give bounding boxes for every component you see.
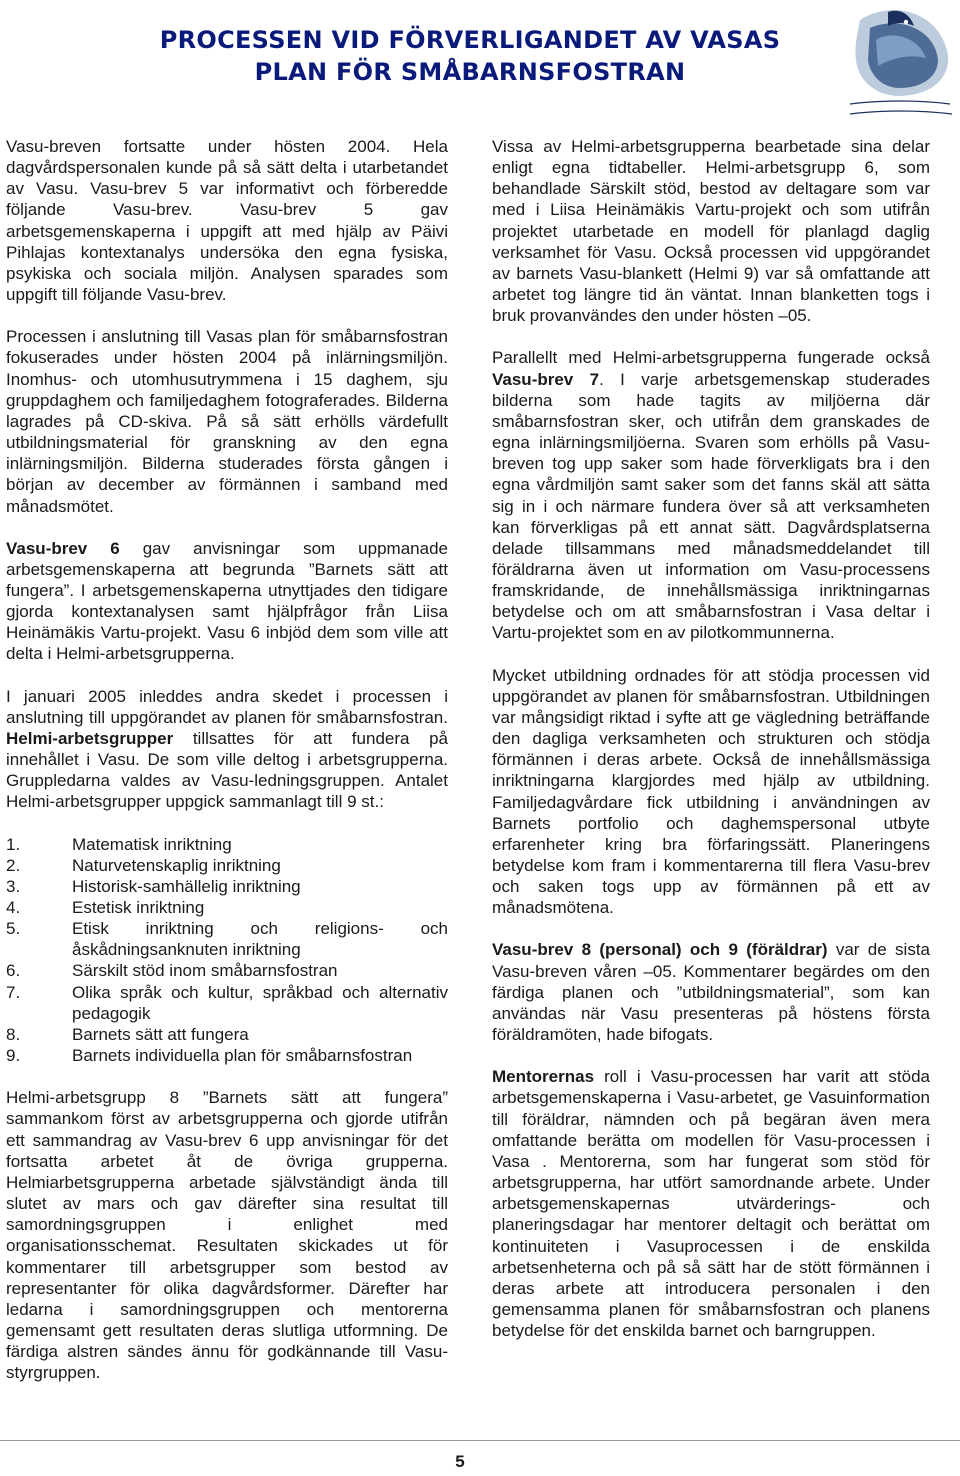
list-item: 5. Etisk inriktning och religions- och åskådningsanknuten inriktning — [6, 919, 448, 960]
bold-term: Vasu-brev 8 (personal) och 9 (föräldrar) — [492, 940, 828, 960]
page-title: PROCESSEN VID FÖRVERLIGANDET AV VASAS PLAN FÖR SMÅBARNSFOSTRAN — [159, 26, 781, 86]
paragraph: Helmi-arbetsgrupp 8 ”Barnets sätt att fungera” sammankom först av arbetsgrupperna och gjorde utifrån ett sammandrag av Vasu-brev 6 upp anvisningar för det fortsatta arbetet åt de övriga grupperna. Helmiarbetsgrupperna arbetade självständigt ända till slutet av mars och gav därefter sina resultat till samordningsgruppen i enlighet med organisationsschemat. Resultaten skickades ut för kommentarer till arbetsgrupper som bestod av representanter för olika dagvårdsformer. Därefter har ledarna i samordningsgruppen och mentorerna gemensamt gett resultaten deras slutliga utformning. De färdiga alstren sändes ännu för godkännande till Vasu-styrgruppen. — [6, 1088, 448, 1383]
list-item: 7. Olika språk och kultur, språkbad och alternativ pedagogik — [6, 982, 448, 1023]
list-item: 6. Särskilt stöd inom småbarnsfostran — [6, 961, 338, 981]
list-item: 9. Barnets individuella plan för småbarnsfostran — [6, 1046, 413, 1066]
paragraph: Vasu-brev 8 (personal) och 9 (föräldrar) var de sista Vasu-breven våren –05. Kommentarer begärdes om den färdiga planen och ”utbildningsmaterial”, som kan användas när Vasu presenteras på höstens första föräldramöten, hade bifogats. — [492, 940, 930, 1045]
bird-logo-icon — [830, 0, 960, 128]
list-item: 3. Historisk-samhällelig inriktning — [6, 876, 301, 896]
paragraph: Processen i anslutning till Vasas plan för småbarnsfostran fokuserades under hösten 2004 på inlärningsmiljön. Inomhus- och utomhusutrymmena i 15 daghem, sju gruppdaghem och familjedaghem fotograferades. Bilderna lagrades på CD-skiva. På så sätt erhölls värdefullt utbildningsmaterial för granskning av den egna inlärningsmiljön. Bilderna studerades första gången i början av december av förmännen i samband med månadsmötet. — [6, 327, 448, 516]
paragraph: Vasu-breven fortsatte under hösten 2004. Hela dagvårdspersonalen kunde på så sätt delta i utarbetandet av Vasu. Vasu-brev 5 var informativt och förberedde följande Vasu-brev. Vasu-brev 5 gav arbetsgemenskaperna i uppgift att med hjälp av Päivi Pihlajas kontextanalys undersöka den egna fysiska, psykiska och sociala miljön. Analysen sparades som uppgift till följande Vasu-brev. — [6, 137, 448, 305]
page-number: 5 — [455, 1452, 465, 1471]
list-item: 1. Matematisk inriktning — [6, 834, 232, 854]
paragraph: Parallellt med Helmi-arbetsgrupperna fungerade också Vasu-brev 7. I varje arbetsgemenskap studerades bilderna som hade tagits av miljöerna där småbarnsfostran sker, och utifrån dem granskades de egna inlärningsmiljöerna. Svaren som erhölls på Vasu-breven tog upp saker som hade förverkligats bra i den egna vårdmiljön samt saker som det fanns skäl att sätta sig in i och närmare fundera över så att verksamheten kan förverkligas på ett annat sätt. Dagvårdsplatserna delade tillsammans med månadsmeddelandet till föräldrarna även ut information om Vasu-processens framskridande, de innehållsmässiga inriktningarnas betydelse och om att småbarnsfostran i Vasa deltar i Vartu-projektet som en av pilotkommunnerna. — [492, 348, 931, 643]
paragraph: Mycket utbildning ordnades för att stödja processen vid uppgörandet av planen för småbarnsfostran. Utbildningen var mångsidigt riktad i syfte att ge vägledning beträffande den dagliga verksamheten och strukturen och stödja förmännen i deras arbete. Också de innehållsmässiga inriktningarna klargjordes med hjälp av utbildning. Familjedagvårdare fick utbildning i användningen av Barnets portfolio och daghemspersonal utbyte erfarenheter kring bra förfaringssätt. Planeringens betydelse kom fram i kommentarerna till flera Vasu-brev och saken togs upp av förmännen på ett av månadsmötena. — [492, 665, 930, 918]
paragraph: Vasu-brev 6 gav anvisningar som uppmanade arbetsgemenskaperna att begrunda ”Barnets sätt att fungera”. I arbetsgemenskaperna utnyttjades den tidigare gjorda kontextanalysen samt hjälpfrågor från Liisa Heinämäkis Vartu-projekt. Vasu 6 inbjöd dem som ville att delta i Helmi-arbetsgrupperna. — [6, 538, 448, 664]
bold-term: Vasu-brev 6 — [6, 538, 120, 558]
right-column — [492, 136, 930, 1362]
bold-term: Helmi-arbetsgrupper — [6, 728, 174, 748]
paragraph: Vissa av Helmi-arbetsgrupperna bearbetade sina delar enligt egna tidtabeller. Helmi-arbetsgrupp 6, som behandlade Särskilt stöd, bestod av deltagare som var med i Liisa Heinämäkis Vartu-projekt och som utifrån projektet utarbetade en modell för planlagd daglig verksamhet för Vasu. Också processen vid uppgörandet av barnets Vasu-blankett (Helmi 9) var så omfattande att arbetet tog längre tid än väntat. Innan blanketten togs i bruk provanvändes den under hösten –05. — [492, 137, 930, 326]
workgroup-list — [6, 834, 448, 1067]
paragraph: Mentorernas roll i Vasu-processen har varit att stöda arbetsgemenskaperna i Vasu-arbetet, ge Vasuinformation till föräldrar, nämnden och på begäran även mera omfattande berätta om modellen för Vasu-processen i Vasa . Mentorerna, som har fungerat som stöd för arbetsgrupperna, har utfört samordnande arbete. Under arbetsgemenskapernas utvärderings- och planeringsdagar har mentorer deltagit och berättat om kontinuiteten i Vasuprocessen i de enskilda arbetsenheterna och på så sätt har de stött förmännen i deras arbete att introducera personalen i den gemensamma planen för småbarnsfostran och planens betydelse för det enskilda barnet och barngruppen. — [492, 1067, 930, 1341]
bold-term: Vasu-brev 7 — [492, 369, 600, 389]
bold-term: Mentorernas — [492, 1067, 595, 1087]
footer-divider — [0, 1440, 960, 1441]
list-item: 8. Barnets sätt att fungera — [6, 1024, 249, 1044]
paragraph: I januari 2005 inleddes andra skedet i processen i anslutning till uppgörandet av planen för småbarnsfostran. Helmi-arbetsgrupper tillsattes för att fundera på innehållet i Vasu. De som ville deltog i arbetsgrupperna. Gruppledarna valdes av Vasu-ledningsgruppen. Antalet Helmi-arbetsgrupper uppgick sammanlagt till 9 st.: — [6, 686, 448, 812]
left-column — [6, 136, 448, 1404]
list-item: 4. Estetisk inriktning — [6, 898, 205, 917]
list-item: 2. Naturvetenskaplig inriktning — [6, 855, 281, 875]
